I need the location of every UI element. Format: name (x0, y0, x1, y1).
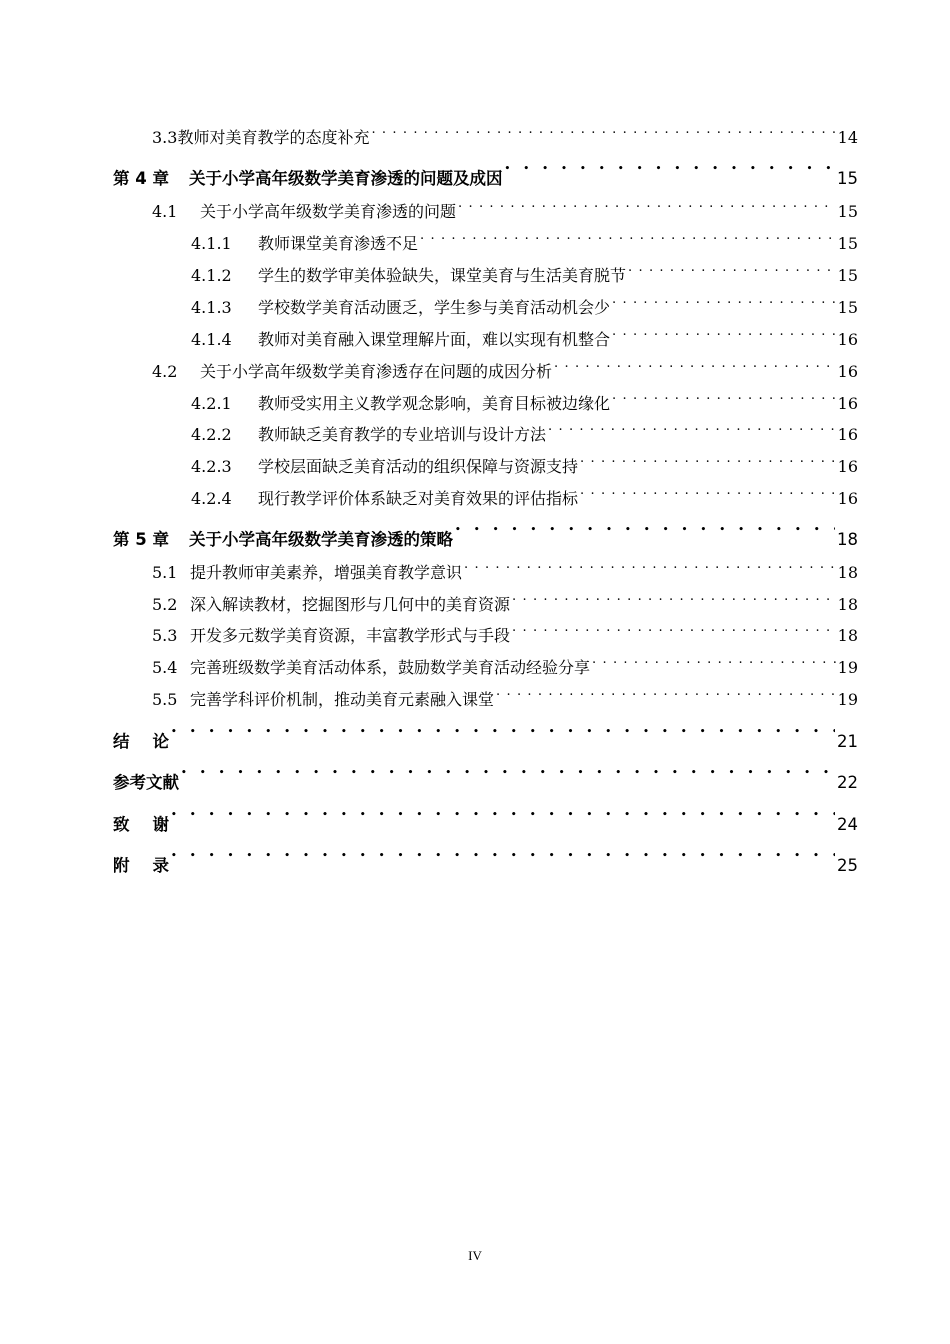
dot-leader (512, 590, 836, 610)
toc-entry[interactable] (152, 685, 858, 710)
toc-entry-page: 15 (837, 169, 858, 188)
toc-entry-page: 19 (837, 690, 858, 709)
toc-entry-title: 提升教师审美素养，增强美育教学意识 (190, 563, 463, 582)
toc-entry-page: 15 (837, 266, 858, 285)
toc-entry-number: 4.2 (152, 362, 178, 381)
toc-entry-title: 教师对美育教学的态度补充 (177, 128, 370, 147)
toc-entry-page: 16 (837, 489, 858, 508)
toc-entry-title: 教师缺乏美育教学的专业培训与设计方法 (258, 425, 547, 444)
toc-entry-page: 15 (837, 202, 858, 221)
toc-entry-page: 24 (837, 815, 858, 834)
toc-entry-page: 16 (837, 425, 858, 444)
toc-entry-number: 5.3 (152, 626, 178, 645)
toc-entry-page: 16 (837, 330, 858, 349)
toc-entry[interactable] (191, 389, 858, 414)
dot-leader (548, 420, 836, 440)
toc-entry-page: 18 (837, 530, 858, 549)
toc-entry-number: 4.2.4 (191, 489, 232, 508)
toc-entry-title: 教师课堂美育渗透不足 (258, 234, 419, 253)
toc-entry-number: 5.4 (152, 658, 178, 677)
dot-leader (420, 229, 836, 249)
toc-entry[interactable] (191, 293, 858, 318)
toc-references-entry[interactable] (113, 768, 858, 793)
toc-entry-title: 现行教学评价体系缺乏对美育效果的评估指标 (258, 489, 579, 508)
dot-leader (171, 810, 835, 830)
toc-entry[interactable] (152, 590, 858, 615)
toc-chapter-title: 参考文献 (113, 773, 179, 792)
dot-leader (628, 261, 836, 281)
toc-entry[interactable] (191, 452, 858, 477)
dot-leader (496, 685, 836, 705)
toc-chapter-title: 致 谢 (113, 815, 169, 834)
toc-entry-number: 4.2.2 (191, 425, 232, 444)
toc-entry[interactable] (191, 325, 858, 350)
toc-entry-number: 3.3 (152, 128, 178, 147)
dot-leader (455, 525, 835, 545)
dot-leader (612, 325, 836, 345)
toc-entry[interactable] (152, 621, 858, 646)
dot-leader (612, 389, 836, 409)
toc-chapter-title: 关于小学高年级数学美育渗透的策略 (189, 530, 453, 549)
dot-leader (171, 727, 835, 747)
dot-leader (181, 768, 835, 788)
toc-entry[interactable] (152, 653, 858, 678)
toc-entry-page: 18 (837, 595, 858, 614)
toc-entry-page: 21 (837, 732, 858, 751)
toc-entry-title: 学校数学美育活动匮乏，学生参与美育活动机会少 (258, 298, 611, 317)
dot-leader (505, 164, 836, 184)
toc-chapter-entry[interactable] (113, 525, 858, 550)
toc-appendix-entry[interactable] (113, 851, 858, 876)
toc-chapter-title: 结 论 (113, 732, 169, 751)
toc-entry-number: 4.1.4 (191, 330, 232, 349)
toc-entry-number: 4.1.1 (191, 234, 232, 253)
dot-leader (554, 357, 836, 377)
toc-entry-page: 16 (837, 457, 858, 476)
toc-entry[interactable] (191, 420, 858, 445)
toc-entry[interactable] (191, 484, 858, 509)
toc-entry-number: 5.2 (152, 595, 178, 614)
toc-chapter-entry[interactable] (113, 164, 858, 189)
dot-leader (592, 653, 836, 673)
toc-entry[interactable] (152, 197, 858, 222)
toc-entry-page: 25 (837, 856, 858, 875)
toc-entry-number: 4.1.2 (191, 266, 232, 285)
toc-entry-number: 4.1.3 (191, 298, 232, 317)
toc-conclusion-entry[interactable] (113, 727, 858, 752)
toc-entry[interactable] (152, 357, 858, 382)
dot-leader (458, 197, 836, 217)
toc-entry[interactable] (191, 261, 858, 286)
toc-entry-page: 16 (837, 394, 858, 413)
toc-entry-title: 教师对美育融入课堂理解片面，难以实现有机整合 (258, 330, 611, 349)
toc-entry-page: 15 (837, 234, 858, 253)
toc-entry-page: 22 (837, 773, 858, 792)
dot-leader (580, 484, 836, 504)
toc-entry-number: 4.1 (152, 202, 178, 221)
page-number: IV (468, 1248, 482, 1263)
toc-entry-page: 19 (837, 658, 858, 677)
toc-entry-title: 关于小学高年级数学美育渗透的问题 (200, 202, 457, 221)
dot-leader (512, 621, 836, 641)
toc-chapter-title: 附 录 (113, 856, 169, 875)
toc-entry-page: 14 (837, 128, 858, 147)
toc-entry[interactable] (152, 123, 858, 148)
toc-entry-number: 4.2.1 (191, 394, 232, 413)
dot-leader (371, 123, 835, 143)
toc-entry[interactable] (152, 558, 858, 583)
dot-leader (612, 293, 836, 313)
toc-entry-title: 完善班级数学美育活动体系，鼓励数学美育活动经验分享 (190, 658, 591, 677)
toc-entry[interactable] (191, 229, 858, 254)
toc-entry-number: 5.5 (152, 690, 178, 709)
dot-leader (464, 558, 836, 578)
toc-entry-number: 4.2.3 (191, 457, 232, 476)
toc-entry-title: 深入解读教材，挖掘图形与几何中的美育资源 (190, 595, 511, 614)
dot-leader (580, 452, 836, 472)
toc-entry-title: 学校层面缺乏美育活动的组织保障与资源支持 (258, 457, 579, 476)
toc-chapter-number: 第 5 章 (113, 530, 169, 549)
toc-entry-title: 学生的数学审美体验缺失，课堂美育与生活美育脱节 (258, 266, 627, 285)
toc-entry-page: 15 (837, 298, 858, 317)
toc-entry-page: 16 (837, 362, 858, 381)
toc-entry-title: 开发多元数学美育资源，丰富教学形式与手段 (190, 626, 511, 645)
toc-entry-number: 5.1 (152, 563, 178, 582)
toc-chapter-title: 关于小学高年级数学美育渗透的问题及成因 (189, 169, 503, 188)
toc-entry-title: 完善学科评价机制，推动美育元素融入课堂 (190, 690, 495, 709)
toc-acknowledgements-entry[interactable] (113, 810, 858, 835)
toc-chapter-number: 第 4 章 (113, 169, 169, 188)
dot-leader (171, 851, 835, 871)
toc-entry-title: 教师受实用主义教学观念影响，美育目标被边缘化 (258, 394, 611, 413)
toc-entry-page: 18 (837, 626, 858, 645)
toc-entry-page: 18 (837, 563, 858, 582)
toc-entry-title: 关于小学高年级数学美育渗透存在问题的成因分析 (200, 362, 553, 381)
